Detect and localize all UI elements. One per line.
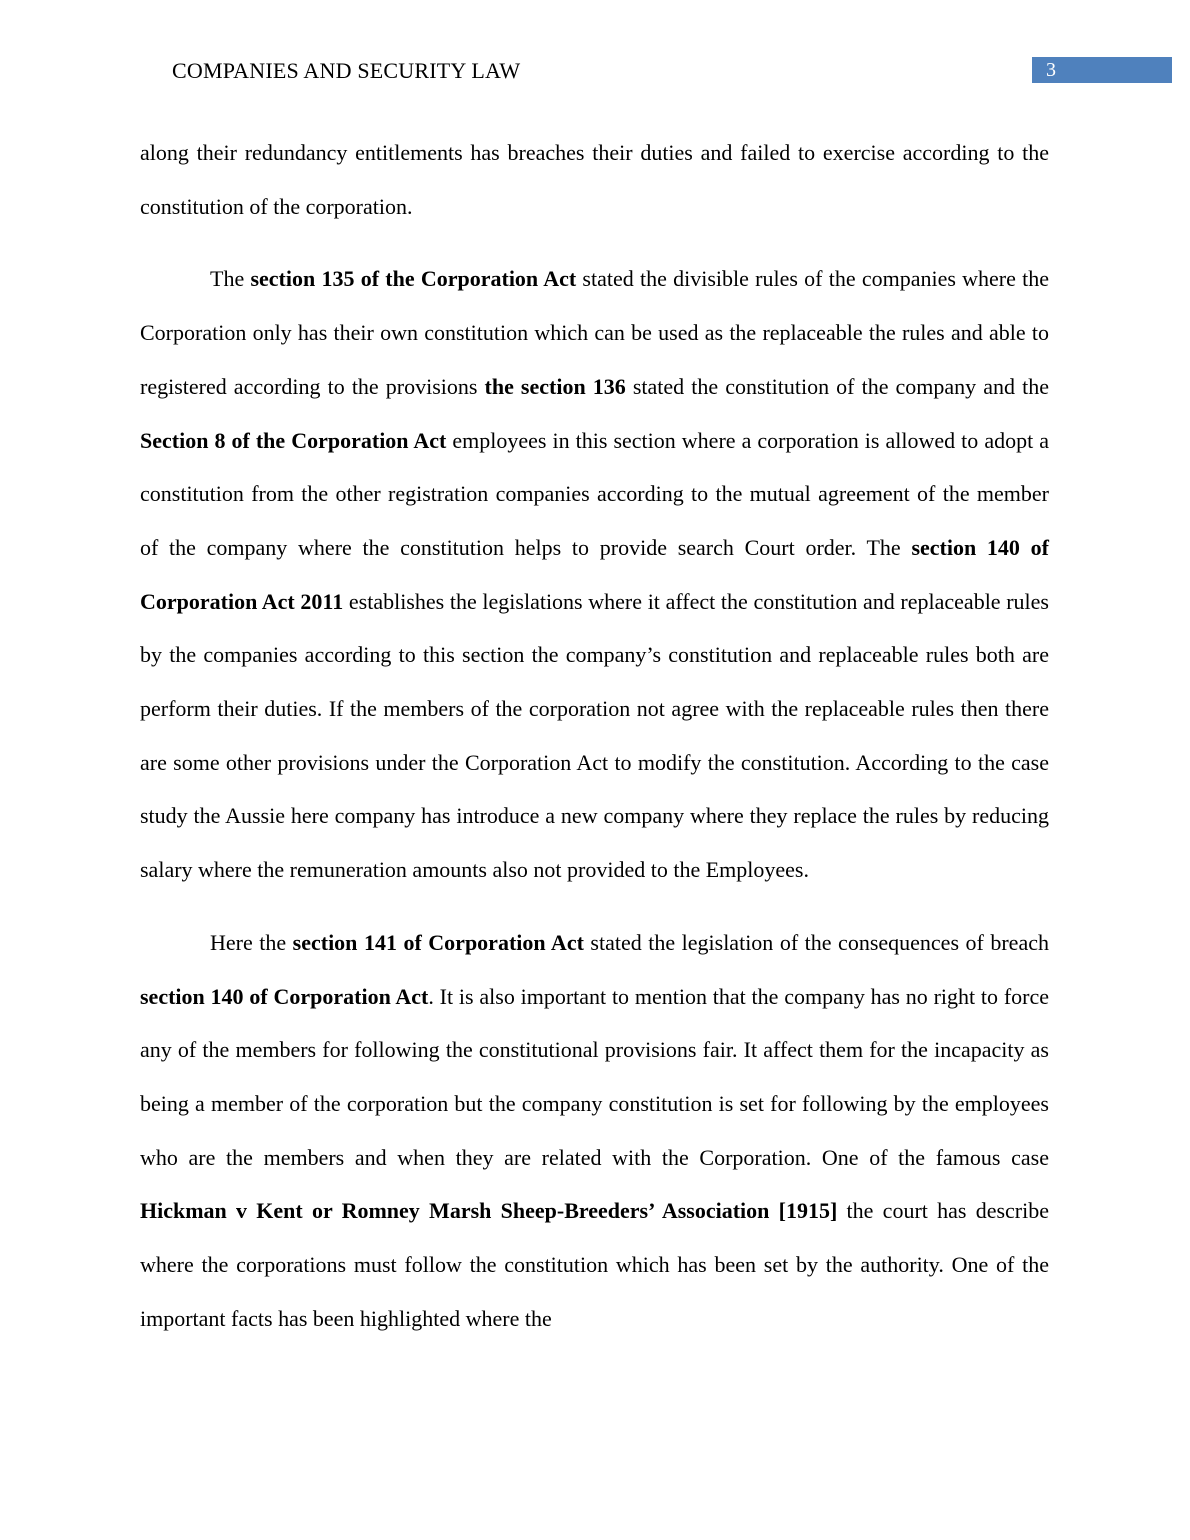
text-run: Here the: [210, 929, 293, 955]
text-run: The: [210, 266, 251, 292]
page-number: 3: [1046, 59, 1056, 81]
text-run: the court has describe where the corporations must follow the constitution which has been set by the authority. One of the important facts has been highlighted where the: [140, 1198, 1049, 1331]
running-header-title: COMPANIES AND SECURITY LAW: [172, 58, 521, 83]
paragraph-section-141: [140, 916, 1049, 1346]
bold-citation: Section 8 of the Corporation Act: [140, 427, 447, 453]
paragraph-continuation: [140, 126, 1049, 233]
text-run: . It is also important to mention that the company has no right to force any of the members for following the constitutional provisions fair. It affect them for the incapacity as being a member of the corporation but the company constitution is set for following by the employees who are the members and when they are related with the Corporation. One of the famous case: [140, 983, 1050, 1170]
text-run: stated the divisible rules of the companies where the Corporation only has their own constitution which can be used as the replaceable the rules and able to registered according to the provisions: [140, 266, 1050, 399]
bold-case-citation: Hickman v Kent or Romney Marsh Sheep-Breeders’ Association [1915]: [140, 1198, 838, 1224]
text-run: stated the legislation of the consequences of breach: [583, 929, 1049, 955]
bold-citation: section 141 of Corporation Act: [292, 929, 584, 955]
text-run: employees in this section where a corporation is allowed to adopt a constitution from the other registration companies according to the mutual agreement of the member of the company where the constitution helps to provide search Court order. The: [140, 427, 1049, 560]
bold-citation: section 135 of the Corporation Act: [250, 266, 577, 292]
bold-citation: section 140 of Corporation Act: [140, 983, 429, 1009]
page-number-box: [1032, 57, 1172, 83]
bold-citation: section 140 of Corporation Act 2011: [140, 534, 1049, 614]
text-run: along their redundancy entitlements has breaches their duties and failed to exercise according to the constitution of the corporation.: [140, 140, 1049, 219]
paragraph-section-135: [140, 252, 1049, 896]
text-run: establishes the legislations where it affect the constitution and replaceable rules by the companies according to this section the company’s constitution and replaceable rules both are perform their duties. If the members of the corporation not agree with the replaceable rules then there are some other provisions under the Corporation Act to modify the constitution. According to the case study the Aussie here company has introduce a new company where they replace the rules by reducing salary where the remuneration amounts also not provided to the Employees.: [140, 588, 1049, 883]
document-body: [140, 126, 1049, 1345]
bold-citation: the section 136: [484, 373, 626, 399]
text-run: stated the constitution of the company and the: [625, 373, 1049, 399]
